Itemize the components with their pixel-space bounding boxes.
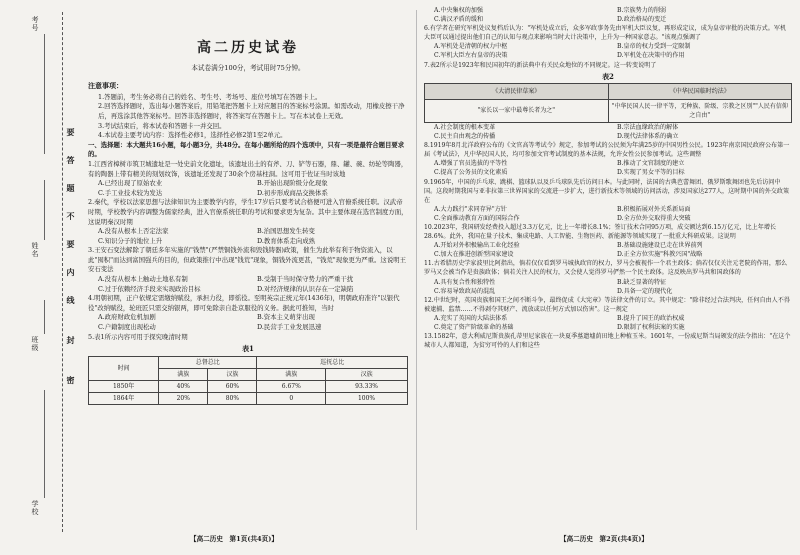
option-b[interactable]: B.积极拓展对外关系新局面 [617,205,691,213]
table1 [88,356,408,405]
option-a[interactable]: A.已经出现了原始农业 [98,179,163,188]
option-b[interactable]: B.宗法血缘政治的解体 [617,123,679,131]
question-1-options [88,179,408,198]
seal-char: 内 [66,268,76,276]
question-6-stem: 6.有学者在研究军机处议复档后认为："军机处成立后，众多军政事务先由军机大臣议复，再形成定议，成为皇帝审批的决策方式。军机大臣可以通过提出他们自己的认知与观点来影响当时大计决策中，上升为一种国家意志。"该观点强调了 [424,25,787,42]
seal-char: 要 [66,240,76,248]
table2 [424,83,792,123]
table-subheader: 汉族 [326,368,408,380]
note-item: 1.答题前，考生务必将自己的姓名、考生号、考场号、座位号填写在答题卡上。 [98,92,322,101]
option-c[interactable]: C.容易导致政局的混乱 [434,287,496,295]
table1-caption: 表1 [242,344,254,354]
table-row [89,380,408,392]
seal-char: 密 [66,376,76,384]
table-cell: 0 [257,392,326,404]
table-row [425,99,792,122]
question-11-stem: 11.古希腊历史学家波里比阿指出，倘若仅仅看到罗马城执政官的权力，罗马会被视作一个君主政体；倘若仅仅关注元老院的作用，那么罗马又会被当作是贵族政体；倘若关注人民的权力，又会使人觉得罗马俨然一个民主政体。这反映出罗马共和国政体的 [424,260,788,277]
page2-footer: 【高二历史 第2页(共4页)】 [560,535,648,543]
option-c[interactable]: C.全面推动教育方面的国际合作 [434,214,520,222]
option-c[interactable]: C.提高了公务员的文化素质 [434,169,508,177]
table-header: 总督总比 [159,356,257,368]
question-6-options [424,42,792,60]
question-12-stem: 12.中世纪时，英国贵族和国王之间不断斗争，最终促成《大宪章》等法律文件的订立。其中规定："除非经过合法判决，任何自由人不得被逮捕、监禁……不得剥夺其财产、流放或以任何方式加以伤害"。这一规定 [424,296,790,313]
option-a[interactable]: A.大力践行"求同存异"方针 [434,205,507,213]
option-a[interactable]: A.没有从根本上否定法家 [98,227,169,236]
page2-column [424,6,792,350]
binding-margin [0,0,88,555]
page1-footer: 【高二历史 第1页(共4页)】 [190,535,278,543]
option-d[interactable]: D.限制了权利法案的实施 [617,324,685,331]
table2-caption: 表2 [602,71,614,81]
exam-info: 本试卷满分100分，考试用时75分钟。 [191,63,305,72]
question-7-options [424,123,792,141]
page-title: 高二历史试卷 [197,40,299,56]
table-subheader: 满族 [159,368,208,380]
kaohao-field[interactable] [44,34,45,154]
option-d[interactable]: D.实现了男女平等的目标 [617,169,685,177]
seal-char: 要 [66,128,76,136]
option-c[interactable]: C.军机大臣左右皇帝的决策 [434,52,508,60]
table-cell: 1850年 [89,380,159,392]
option-d[interactable]: D.军机处在决策中的作用 [617,52,685,60]
xingming-label: 姓名 [31,242,39,258]
question-5-stem: 5.表1所示内容可用于探究晚清时期 [88,332,188,341]
table-cell: 93.33% [326,380,408,392]
table-header: 时间 [89,356,159,380]
table-header: 《中华民国临时约法》 [608,83,792,99]
table-cell: "家长以一家中最尊长者为之" [425,99,609,122]
option-d[interactable]: D.现代法律体系的确立 [617,133,679,141]
banji-label: 班级 [31,336,39,352]
question-5-options [424,6,792,24]
option-a[interactable]: A.中央集权的加强 [434,7,483,14]
seal-char: 封 [66,336,76,344]
option-c[interactable]: C.知识分子的地位上升 [98,236,163,245]
table-header: 巡抚总比 [257,356,408,368]
page-divider [416,10,417,530]
question-7-stem: 7.表2所示是1923年和民国初年的新法典中有关民众地位的不同规定。这一转变说明了 [424,61,657,69]
binding-dashed-line [62,12,63,532]
option-c[interactable]: C.满汉矛盾的缓和 [434,16,484,24]
seal-char: 不 [66,212,76,220]
option-c[interactable]: C.民主自由观念的传播 [434,133,496,141]
option-c[interactable]: C.加大在推进创新型国家建设 [434,251,514,259]
table-cell: "中华民国人民一律平等，无种族、阶级、宗教之区别""人民有信仰之自由" [608,99,792,122]
option-d[interactable]: D.正全方位实施"科教兴国"战略 [617,251,703,259]
option-d[interactable]: D.具备一定的现代化 [617,287,673,295]
question-8-stem: 8.1919年8月北洋政府公布的《文官高等考试令》规定，参加考试的公民须为年满25岁的中国男性公民。1923年南京国民政府公布第一届《考试法》，凡中华民国人民，均可参加文官考试制度的基本法规，允许女性公民参加考试。这些调整 [424,142,790,159]
option-d[interactable]: D.全方位外交取得重大突破 [617,214,691,222]
option-d[interactable]: D.对经济规律的认识存在一定缺陷 [257,284,354,293]
option-a[interactable]: A.社会制度的根本变革 [434,123,496,131]
question-1-stem: 1.江西省樟树市筑卫城遗址是一处史前文化遗址，该遗址出土的有斧、刀、铲等石器，鼎、罐、碗、纺轮等陶器，有的陶器上带有精美的刻划纹饰，该遗址还发现了30余个房基柱洞。这可用于佐证当时该地 [88,159,408,178]
table-cell: 1864年 [89,392,159,404]
option-d[interactable]: D.民营手工业发展迅速 [257,323,322,332]
option-b[interactable]: B.宗族势力的削弱 [617,7,667,14]
seal-char: 线 [66,296,76,304]
option-b[interactable]: B.治国思想发生转变 [257,227,315,236]
option-d[interactable]: D.教育体系走向成熟 [257,236,316,245]
question-3-stem: 3.王安石变法解除了朝廷多年实施的"钱禁"(严禁铜钱外流和毁钱铸器)政策，催生为此举有利于物资流入，以此"囤积"而达到富国强兵的目的，但政策推行中出现"钱荒"现象，铜钱外流更甚，"钱荒"现象更为严重。这说明王安石变法 [88,246,406,274]
option-b[interactable]: B.开始出现阶级分化现象 [257,179,328,188]
table-row [89,392,408,404]
question-2-stem: 2.秦代，学校以法家思想与法律知识为主要教学内容，学生17岁后只要考试合格便可进入官僚系统任职。汉武帝时期，学校教学内容调整为儒家经典，进入官僚系统任职的考试和要求更为复杂。其中主要体现在选官制度方面，这说明秦汉时期 [88,198,408,226]
seal-char: 题 [66,184,76,192]
option-d[interactable]: D.政治格局的变迁 [617,16,667,24]
option-a[interactable]: A.具有复合性和独特性 [434,278,496,286]
option-c[interactable]: C.过于依赖经济手段来实现政治目标 [98,284,201,293]
banji-field[interactable] [44,300,45,334]
table-cell: 40% [159,380,208,392]
seal-char: 答 [66,156,76,164]
table-cell: 20% [159,392,208,404]
question-13-stem: 13.1582年，意大利威尼斯贵族孔蒂里尼家族在一块夏季墓遗墟荫田地上种植玉米。1601年，一份威尼斯当局颁发的法令指出："在这个城市人人都知道，为贫穷可怜的人们和这些 [424,333,791,350]
xingming-field[interactable] [44,180,45,240]
option-b[interactable]: B.基础设施建设已走在世界前列 [617,242,703,250]
option-d[interactable]: D.初步形成商品交换体系 [257,188,328,197]
xuexiao-field[interactable] [44,390,45,498]
option-b[interactable]: B.资本主义萌芽出现 [257,313,315,322]
option-b[interactable]: B.皇帝的权力受到一定限制 [617,43,691,51]
question-11-options [424,278,792,296]
option-a[interactable]: A.开始对外积极输出工业化经验 [434,242,520,250]
option-a[interactable]: A.政府财政危机加剧 [98,313,156,322]
note-item: 2.回答选择题时，选出每小题答案后，用铅笔把答题卡上对应题目的答案标号涂黑。如需改动，用橡皮擦干净后，再选涂其他答案标号。回答非选择题时，将答案写在答题卡上。写在本试卷上无效。 [98,102,405,120]
option-c[interactable]: C.手工业技术较为发达 [98,188,163,197]
option-a[interactable]: A.没有从根本上触动土地私有制 [98,275,188,284]
question-4-options [88,313,408,332]
note-item: 3.考试结束后，将本试卷和答题卡一并交回。 [98,121,226,130]
notes-heading: 注意事项： [88,81,123,91]
kaohao-label: 考号 [31,16,39,32]
option-c[interactable]: C.户籍制度出现松动 [98,323,156,332]
table-subheader: 满族 [257,368,326,380]
option-b[interactable]: B.缺乏显著的特征 [617,278,667,286]
question-9-stem: 9.1965年，中国的乒乓球、跳棋、篮球队以及乒乓球队先后访问日本。与此同时，法国的古典芭蕾舞团、俄罗斯歌舞团也先后访问中国。这段时期我国与亚非拉第三世界国家的交流进一步扩大，进行新技术等领域的访问活动，涉及国家达277人，这时期中国的外交政策在 [424,178,790,204]
option-c[interactable]: C.奠定了资产阶级革命的基础 [434,324,514,331]
note-item: 4.本试卷主要考试内容：选择性必修1，选择性必修2第1至2单元。 [98,131,287,140]
question-3-options [88,275,408,294]
option-b[interactable]: B.提升了国王的政治权威 [617,314,685,322]
question-12-options [424,314,792,332]
option-a[interactable]: A.增强了官员选拔的平等性 [434,160,508,168]
question-8-options [424,159,792,177]
option-a[interactable]: A.军机处是清朝的权力中枢 [434,43,508,51]
table-subheader: 汉族 [208,368,257,380]
option-b[interactable]: B.受制于当时保守势力的严重干扰 [257,275,354,284]
question-4-stem: 4.明朝初期，正户依规定需缴纳赋役，承担力役，即徭役。至明英宗正统元年(1436年)，明朝政府准许"以银代役"改纳赋役，轮班匠只需交纳银两，即可免除亲自赴京服役的义务。据此可推知，当时 [88,294,400,312]
table-cell: 100% [326,392,408,404]
table-cell: 6.67% [257,380,326,392]
table-cell: 80% [208,392,257,404]
table-header: 《大清民律草案》 [425,83,609,99]
question-10-options [424,241,792,259]
table-cell: 60% [208,380,257,392]
option-a[interactable]: A.充实了英国的大陆法体系 [434,314,508,322]
question-2-options [88,227,408,246]
question-9-options [424,205,792,223]
question-10-stem: 10.2023年，我国研发经费投入超过3.3万亿元，比上一年增长8.1%；签订技术合同95万项，成交额达到6.15万亿元，比上年增长28.6%。此外，我国在量子技术、集成电路、人工智能、生物医药、新能源等领域实现了一批重大科研成果。这说明 [424,223,777,241]
xuexiao-label: 学校 [31,500,39,516]
section-heading: 一、选择题：本大题共16小题，每小题3分，共48分。在每小题所给的四个选项中，只有一项是最符合题目要求的。 [88,140,405,159]
page1-column [88,14,408,405]
option-b[interactable]: B.推动了文官制度的建立 [617,160,685,168]
